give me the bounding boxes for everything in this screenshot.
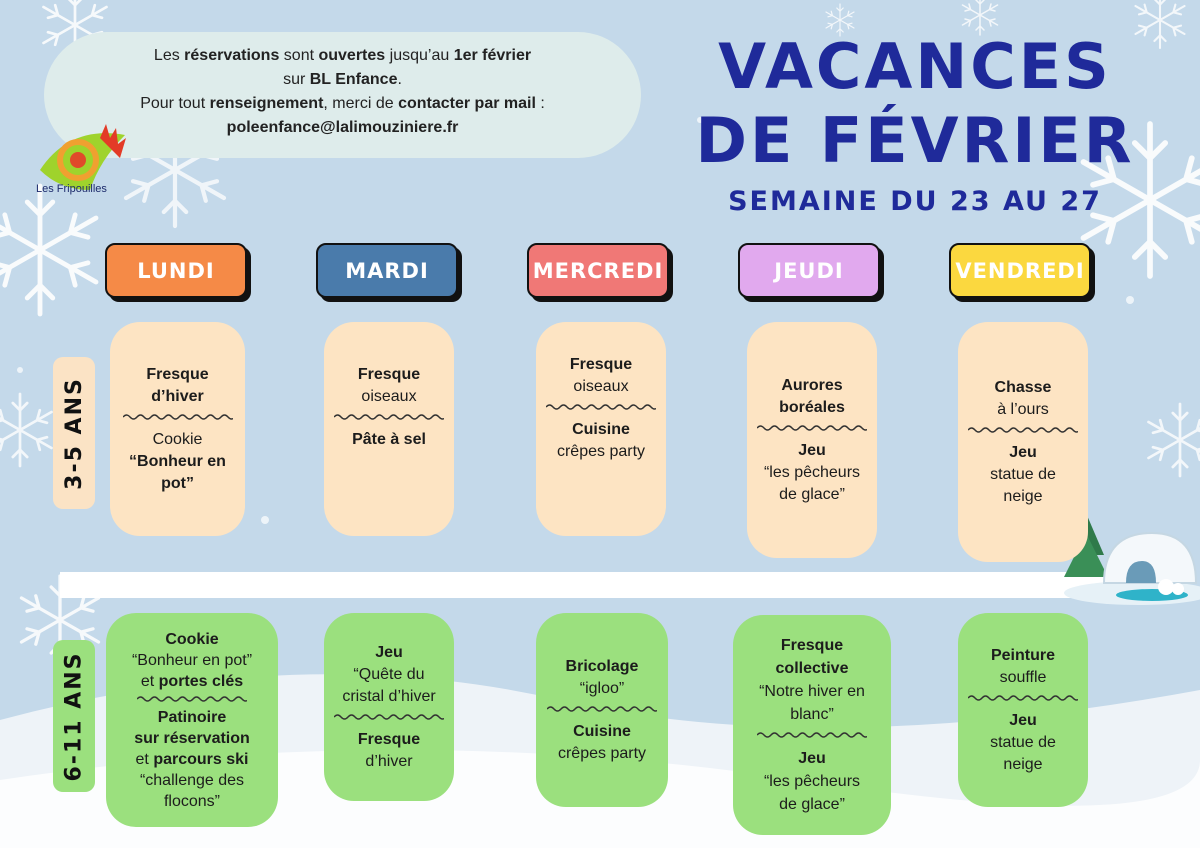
week-subtitle: SEMAINE DU 23 AU 27	[728, 186, 1102, 217]
age-tab-6-11	[53, 640, 95, 792]
wave-divider	[757, 731, 867, 739]
age-label-3-5: 3-5 ANS	[61, 376, 87, 490]
day-wednesday: MERCREDI	[527, 243, 669, 298]
les-fripouilles-logo	[30, 120, 140, 198]
contact-email[interactable]: poleenfance@lalimouziniere.fr	[226, 119, 459, 136]
info-line-2: sur BL Enfance.	[283, 71, 402, 88]
wave-divider	[546, 403, 656, 411]
card-3-5-tuesday: Fresque oiseaux Pâte à sel	[324, 322, 454, 536]
day-tuesday: MARDI	[316, 243, 458, 298]
card-3-5-thursday: Aurores boréales Jeu “les pêcheurs de glace”	[747, 322, 877, 558]
card-6-11-monday: Cookie “Bonheur en pot” et portes clés Patinoire sur réservation et parcours ski “challenge des flocons”	[106, 613, 278, 827]
wave-divider	[547, 705, 657, 713]
info-line-1: Les réservations sont ouvertes jusqu’au 1er février	[153, 47, 532, 64]
card-6-11-tuesday: Jeu “Quête du cristal d’hiver Fresque d’hiver	[324, 613, 454, 801]
wave-divider	[968, 694, 1078, 702]
logo-text: Les Fripouilles	[36, 183, 107, 195]
wave-divider	[334, 413, 444, 421]
day-friday: VENDREDI	[949, 243, 1091, 298]
age-label-6-11: 6-11 ANS	[61, 651, 87, 781]
card-6-11-friday: Peinture souffle Jeu statue de neige	[958, 613, 1088, 807]
wave-divider	[137, 695, 247, 703]
wave-divider	[123, 413, 233, 421]
card-6-11-wednesday: Bricolage “igloo” Cuisine crêpes party	[536, 613, 668, 807]
age-tab-3-5	[53, 357, 95, 509]
age-divider	[60, 572, 1180, 598]
day-thursday: JEUDI	[738, 243, 880, 298]
title-line-1: VACANCES	[718, 30, 1112, 103]
card-6-11-thursday: Fresque collective “Notre hiver en blanc” Jeu “les pêcheurs de glace”	[733, 615, 891, 835]
title-line-2: DE FÉVRIER	[695, 104, 1135, 177]
wave-divider	[757, 424, 867, 432]
card-3-5-monday: Fresque d’hiver Cookie “Bonheur en pot”	[110, 322, 245, 536]
info-line-3: Pour tout renseignement, merci de contacter par mail :	[140, 95, 545, 112]
day-monday: LUNDI	[105, 243, 247, 298]
wave-divider	[334, 713, 444, 721]
card-3-5-friday: Chasse à l’ours Jeu statue de neige	[958, 322, 1088, 562]
wave-divider	[968, 426, 1078, 434]
card-3-5-wednesday: Fresque oiseaux Cuisine crêpes party	[536, 322, 666, 536]
